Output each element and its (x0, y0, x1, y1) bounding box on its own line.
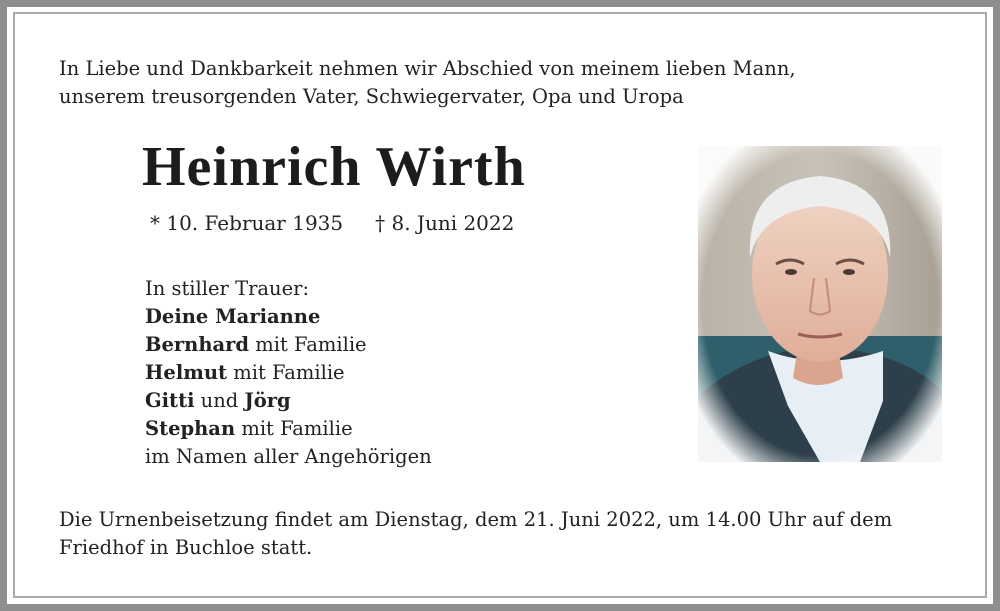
mourners-list (145, 275, 432, 471)
mourner-suffix: mit Familie (227, 361, 345, 384)
mourners-footer: im Namen aller Angehörigen (145, 445, 432, 468)
closing-line-1: Die Urnenbeisetzung findet am Dienstag, dem 21. Juni 2022, um 14.00 Uhr auf dem (59, 508, 893, 531)
mourner-name: Deine Marianne (145, 305, 321, 328)
mourner-row (145, 359, 432, 387)
mourner-row (145, 387, 432, 415)
intro-text (59, 55, 939, 111)
portrait-photo (698, 146, 942, 462)
death-date: † 8. Juni 2022 (375, 211, 515, 235)
closing-text (59, 506, 949, 562)
mourner-row (145, 303, 432, 331)
mourner-name: Bernhard (145, 333, 250, 356)
closing-line-2: Friedhof in Buchloe statt. (59, 536, 313, 559)
mourner-suffix: mit Familie (235, 417, 353, 440)
mourners-heading: In stiller Trauer: (145, 277, 310, 300)
mourner-conjunction: und (194, 389, 245, 412)
mourner-name: Helmut (145, 361, 228, 384)
mourner-row (145, 415, 432, 443)
birth-date: * 10. Februar 1935 (150, 211, 344, 235)
life-dates (150, 208, 514, 238)
intro-line-1: In Liebe und Dankbarkeit nehmen wir Abschied von meinem lieben Mann, (59, 57, 796, 80)
deceased-name: Heinrich Wirth (142, 136, 526, 198)
intro-line-2: unserem treusorgenden Vater, Schwiegervater, Opa und Uropa (59, 85, 684, 108)
mourner-name: Jörg (244, 389, 291, 412)
mourner-suffix: mit Familie (249, 333, 367, 356)
mourner-name: Gitti (145, 389, 195, 412)
mourner-name: Stephan (145, 417, 236, 440)
mourner-row (145, 331, 432, 359)
